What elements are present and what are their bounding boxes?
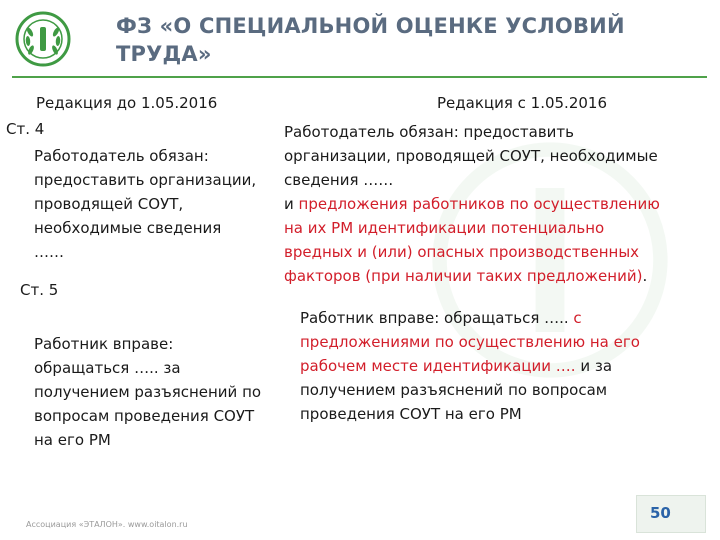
title-line-1: ФЗ «О СПЕЦИАЛЬНОЙ ОЦЕНКЕ УСЛОВИЙ	[116, 14, 625, 38]
left-art5-line: получением разъяснений по	[34, 383, 262, 401]
left-article-5: Ст. 5	[20, 281, 59, 299]
left-article-4: Ст. 4	[6, 120, 45, 138]
right-b1-line: Работодатель обязан: предоставить	[284, 123, 575, 141]
right-b2-line: проведения СОУТ на его РМ	[300, 405, 522, 423]
left-art4-line: предоставить организации,	[34, 171, 257, 189]
left-art5-line: обращаться ….. за	[34, 359, 181, 377]
highlight-segment: рабочем месте идентификации ….	[300, 357, 581, 375]
right-b1-line: сведения ……	[284, 171, 394, 189]
highlight-segment: факторов (при наличии таких предложений)	[284, 267, 643, 285]
left-art5-line: вопросам проведения СОУТ	[34, 407, 255, 425]
left-art4-line: ……	[34, 243, 64, 261]
left-art4-line: проводящей СОУТ,	[34, 195, 184, 213]
header-divider	[12, 76, 707, 78]
right-b2-line: предложениями по осуществлению на его	[300, 333, 640, 351]
right-b1-line	[284, 265, 647, 289]
text-segment: и	[284, 195, 299, 213]
right-b2-line	[300, 355, 612, 379]
highlight-segment: предложения работников по осуществлению	[298, 195, 660, 213]
left-art5-line: Работник вправе:	[34, 335, 174, 353]
highlight-segment: с	[573, 309, 582, 327]
text-segment: Работник вправе: обращаться …..	[300, 309, 574, 327]
left-art4-line: необходимые сведения	[34, 219, 222, 237]
footer-text: Ассоциация «ЭТАЛОН». www.oitalon.ru	[26, 520, 188, 529]
text-segment: и за	[580, 357, 613, 375]
page-number-box	[636, 495, 706, 533]
right-b2-line	[300, 307, 582, 331]
text-segment: .	[642, 267, 648, 285]
page-number: 50	[650, 504, 671, 522]
right-heading: Редакция с 1.05.2016	[437, 94, 608, 112]
title-line-2: ТРУДА»	[116, 42, 212, 66]
laurel-circle-icon	[14, 10, 72, 68]
right-b1-line: организации, проводящей СОУТ, необходимые	[284, 147, 658, 165]
left-art4-line: Работодатель обязан:	[34, 147, 209, 165]
right-b1-line	[284, 193, 660, 217]
left-art5-line: на его РМ	[34, 431, 111, 449]
page-title	[116, 12, 696, 68]
right-b1-line: на их РМ идентификации потенциально	[284, 219, 605, 237]
left-heading: Редакция до 1.05.2016	[36, 94, 218, 112]
right-b1-line: вредных и (или) опасных производственных	[284, 243, 640, 261]
right-b2-line: получением разъяснений по вопросам	[300, 381, 608, 399]
